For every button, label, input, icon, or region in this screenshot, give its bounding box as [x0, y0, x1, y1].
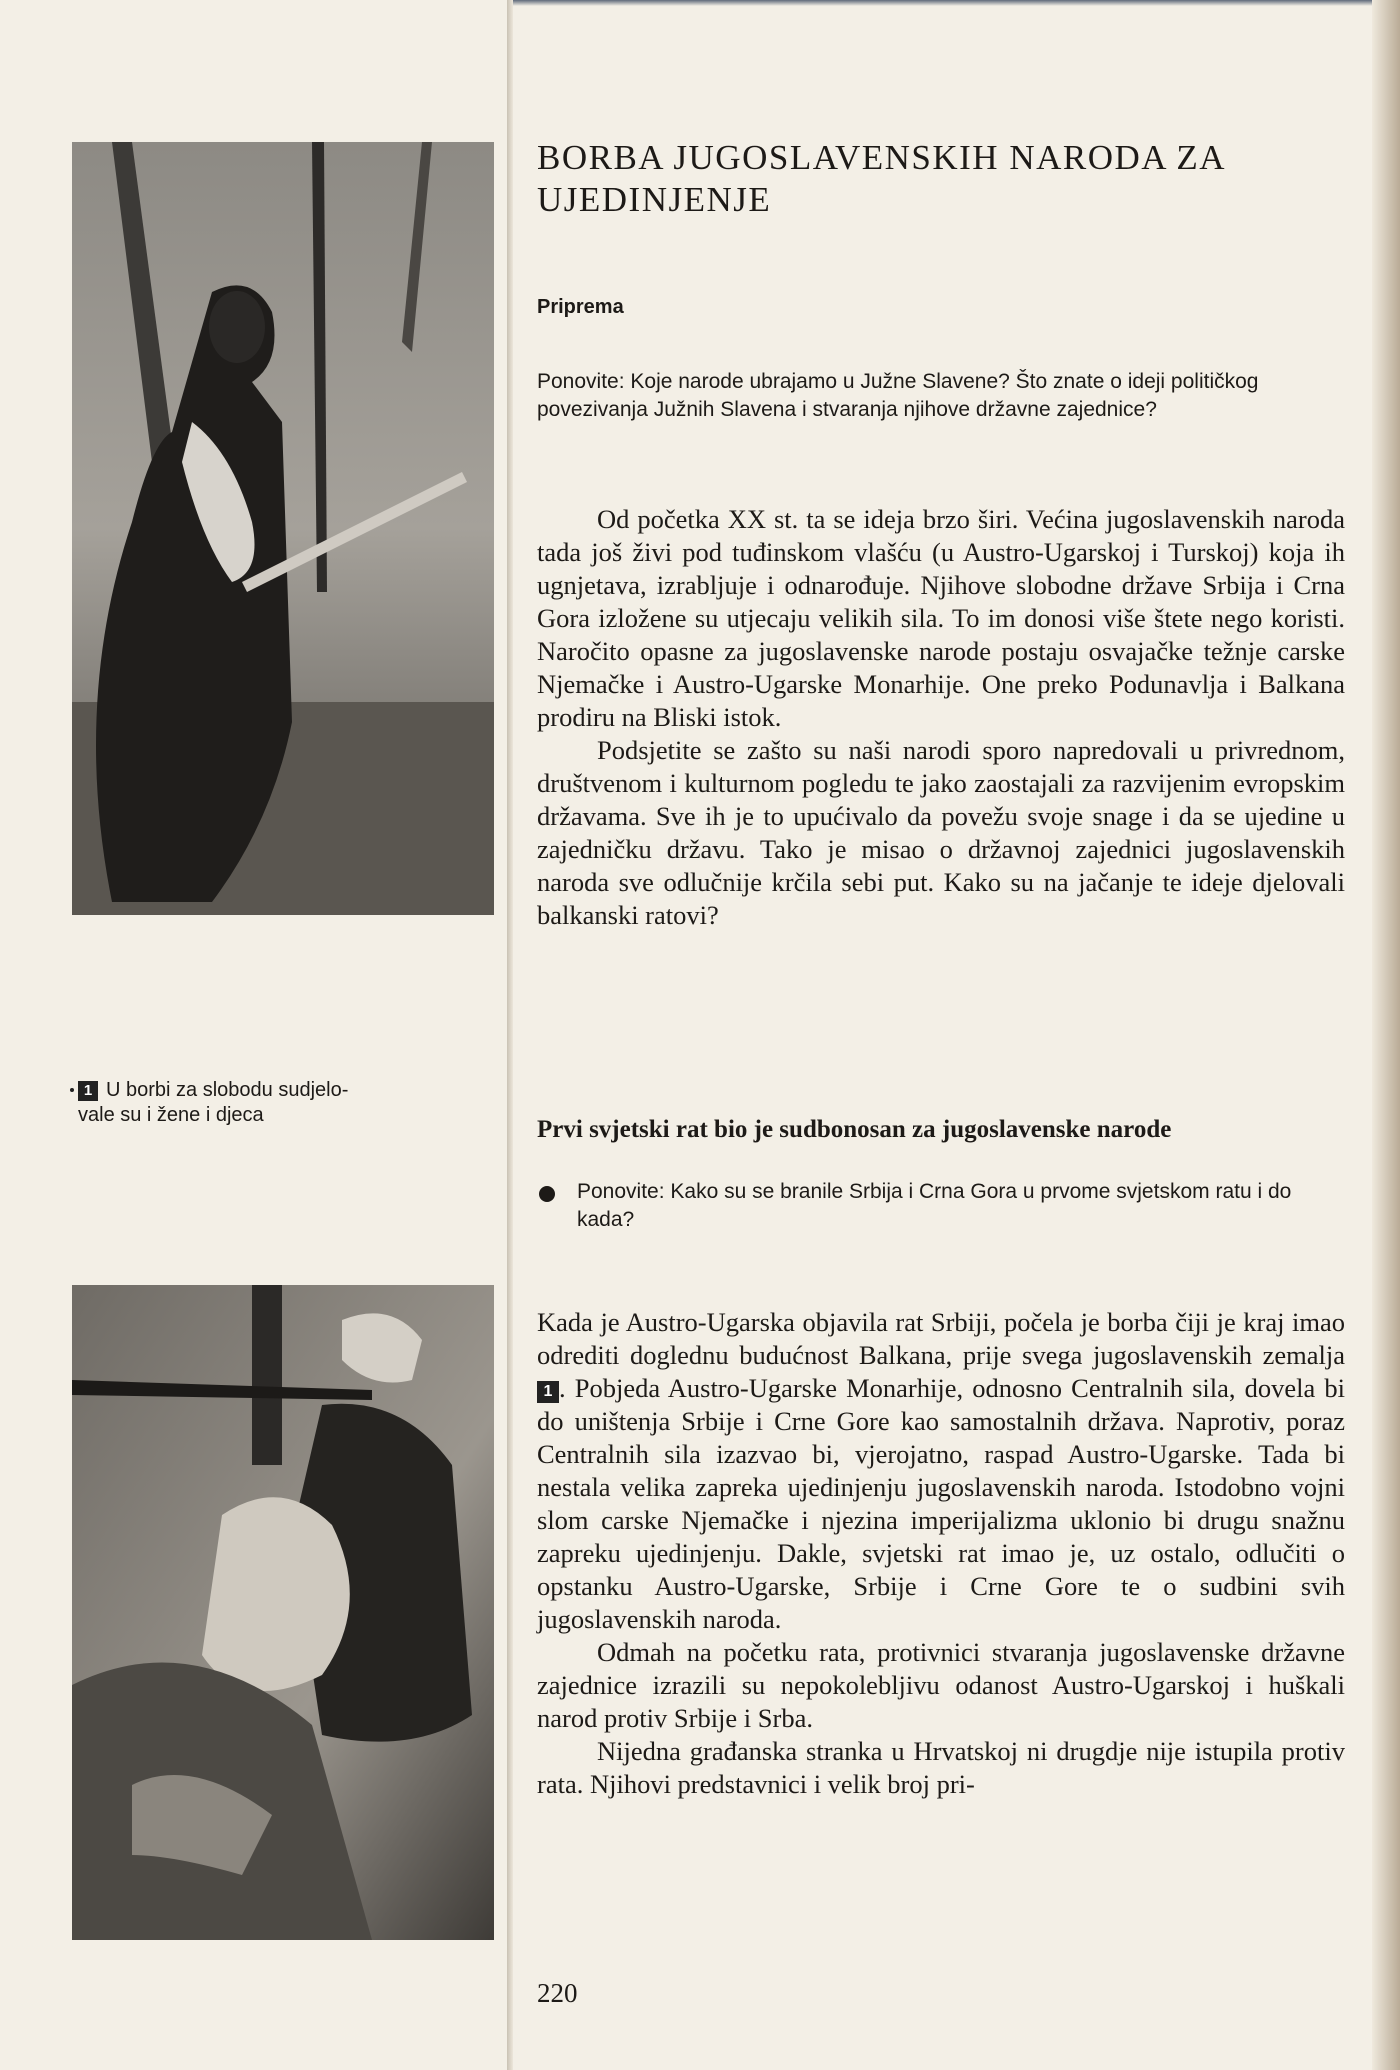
paragraph-text: Kada je Austro-Ugarska objavila rat Srbiji, počela je borba čiji je kraj imao odrediti doglednu budućnost Balkana, prije svega jugoslavenskih zemalja: [537, 1307, 1345, 1370]
paragraph: Odmah na početku rata, protivnici stvaranja jugoslavenske državne zajednice izrazili su nepokolebljivu odanost Austro-Ugarskoj i huškali narod protiv Srbije i Srba.: [537, 1637, 1345, 1733]
prep-question: Ponovite: Koje narode ubrajamo u Južne Slavene? Što znate o ideji političkog povezivanja Južnih Slavena i stvaranja njihove državne zajednice?: [537, 370, 1259, 421]
photo-boy-with-rifle: [72, 1285, 494, 1940]
subhead-priprema: Priprema: [537, 296, 624, 318]
paragraph-text: . Pobjeda Austro-Ugarske Monarhije, odnosno Centralnih sila, dovela bi do uništenja Srbije i Crne Gore kao samostalnih država. Naprotiv, poraz Centralnih sila izazvao bi, vjerojatno, raspad Austro-Ugarske. Tada bi nestala velika zapreka ujedinjenju jugoslavenskih naroda. Istodobno vojni slom carske Njemačke i njezina imperijalizma uklonio bi drugu snažnu zapreku ujedinjenju. Dakle, svjetski rat imao je, uz ostalo, odlučiti o opstanku Austro-Ugarske, Srbije i Crne Gore te o sudbini svih jugoslavenskih naroda.: [537, 1373, 1345, 1634]
figure-caption: [78, 1078, 418, 1128]
paragraph: Nijedna građanska stranka u Hrvatskoj ni drugdje nije istupila protiv rata. Njihovi predstavnici i velik broj pri-: [537, 1736, 1345, 1799]
photo-woman-illustration: [72, 142, 494, 915]
bullet-question-text: Ponovite: Kako su se branile Srbija i Crna Gora u prvome svjetskom ratu i do kada?: [577, 1180, 1292, 1231]
paragraph: [537, 1306, 1345, 1636]
page-right-edge: [1372, 0, 1400, 2070]
page-number: 220: [537, 1978, 578, 2008]
caption-line-1: U borbi za slobodu sudjelo-: [106, 1079, 349, 1101]
caption-line-2: vale su i žene i djeca: [78, 1104, 264, 1126]
main-paragraphs: [537, 1306, 1345, 1801]
figure-number-badge: 1: [78, 1081, 98, 1101]
book-gutter: [507, 0, 513, 2070]
paragraph: Podsjetite se zašto su naši narodi sporo napredovali u privrednom, društvenom i kulturnom pogledu te jako zaostajali za razvijenim evropskim državama. Sve ih je to upućivalo da povežu svoje snage i da se ujedine u zajedničku državu. Tako je misao o državnoj zajednici jugoslavenskih naroda sve odlučnije krčila sebi put. Kako su na jačanje te ideje djelovali balkanski ratovi?: [537, 735, 1345, 930]
photo-boy-illustration: [72, 1285, 494, 1940]
bullet-icon: [539, 1186, 555, 1202]
section-title: Prvi svjetski rat bio je sudbonosan za jugoslavenske narode: [537, 1116, 1172, 1143]
chapter-title: BORBA JUGOSLAVENSKIH NARODA ZA UJEDINJENJE: [537, 138, 1225, 219]
page-top-edge: [513, 0, 1400, 6]
caption-dot: [70, 1088, 74, 1092]
paragraph: Od početka XX st. ta se ideja brzo širi. Većina jugoslavenskih naroda tada još živi pod tuđinskom vlašću (u Austro-Ugarskoj i Turskoj) koja ih ugnjetava, izrabljuje i odnarođuje. Njihove slobodne države Srbija i Crna Gora izložene su utjecaju velikih sila. To im donosi više štete nego koristi. Naročito opasne za jugoslavenske narode postaju osvajačke težnje carske Njemačke i Austro-Ugarske Monarhije. One preko Podunavlja i Balkana prodiru na Bliski istok.: [537, 504, 1345, 732]
photo-woman-with-pitchfork: [72, 142, 494, 915]
figure-reference-badge: 1: [537, 1381, 559, 1403]
intro-paragraphs: [537, 503, 1345, 932]
